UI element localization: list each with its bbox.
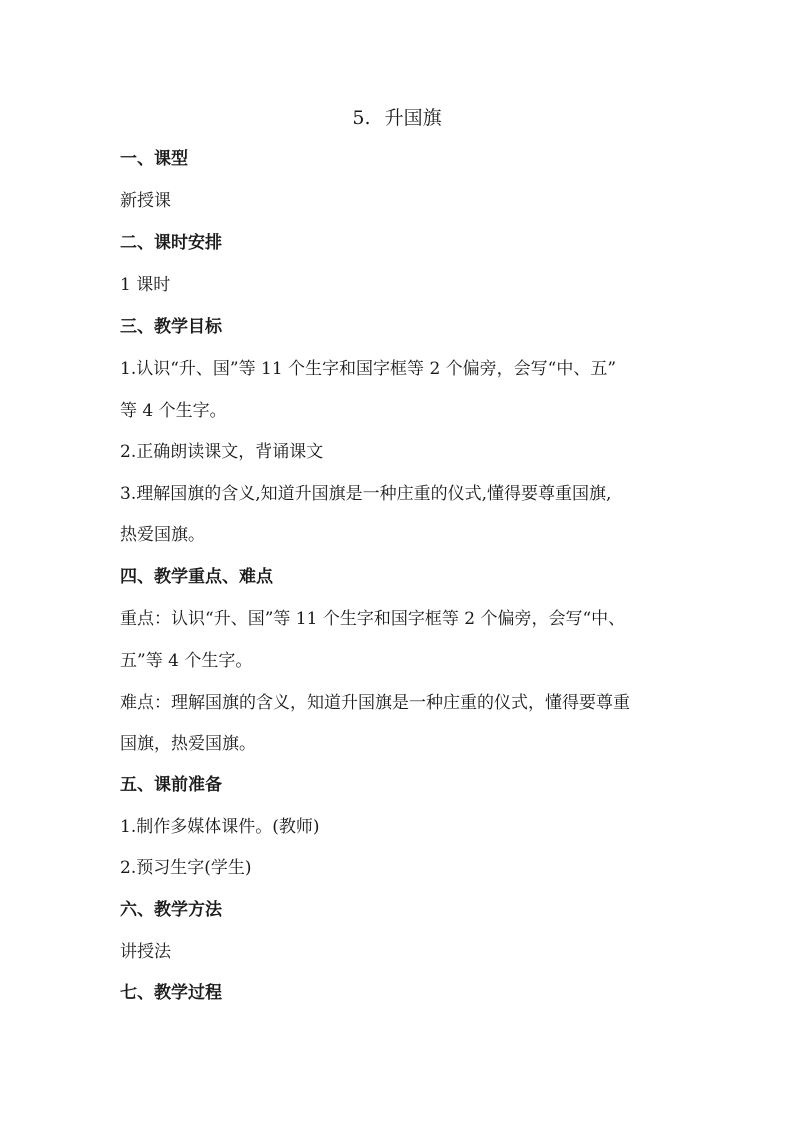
section-heading-lesson-type: 一、课型 — [120, 149, 188, 169]
section-heading-preparation: 五、课前准备 — [120, 775, 222, 795]
objective-3-line-1: 3.理解国旗的含义,知道升国旗是一种庄重的仪式,懂得要尊重国旗, — [120, 484, 612, 504]
preparation-item-2: 2.预习生字(学生) — [120, 858, 252, 878]
objective-2: 2.正确朗读课文，背诵课文 — [120, 442, 324, 462]
section-heading-key-points: 四、教学重点、难点 — [120, 567, 273, 587]
methods-text: 讲授法 — [120, 942, 171, 962]
difficulty-line-1: 难点：理解国旗的含义，知道升国旗是一种庄重的仪式，懂得要尊重 — [120, 693, 630, 713]
key-point-line-2: 五”等 4 个生字。 — [120, 651, 253, 671]
objective-1-line-1: 1.认识“升、国”等 11 个生字和国字框等 2 个偏旁，会写“中、五” — [120, 359, 617, 379]
lesson-type-text: 新授课 — [120, 191, 171, 211]
objective-1-line-2: 等 4 个生字。 — [120, 401, 227, 421]
section-heading-process: 七、教学过程 — [120, 983, 222, 1003]
difficulty-line-2: 国旗，热爱国旗。 — [120, 734, 256, 754]
preparation-item-1: 1.制作多媒体课件。(教师) — [120, 817, 320, 837]
section-heading-methods: 六、教学方法 — [120, 900, 222, 920]
title-text: 升国旗 — [384, 107, 442, 129]
section-heading-schedule: 二、课时安排 — [120, 233, 222, 253]
title-number: 5. — [352, 107, 371, 129]
schedule-text: 1 课时 — [120, 275, 171, 295]
objective-3-line-2: 热爱国旗。 — [120, 525, 205, 545]
key-point-line-1: 重点：认识“升、国”等 11 个生字和国字框等 2 个偏旁，会写“中、 — [120, 609, 626, 629]
page-title — [0, 104, 794, 132]
section-heading-objectives: 三、教学目标 — [120, 317, 222, 337]
